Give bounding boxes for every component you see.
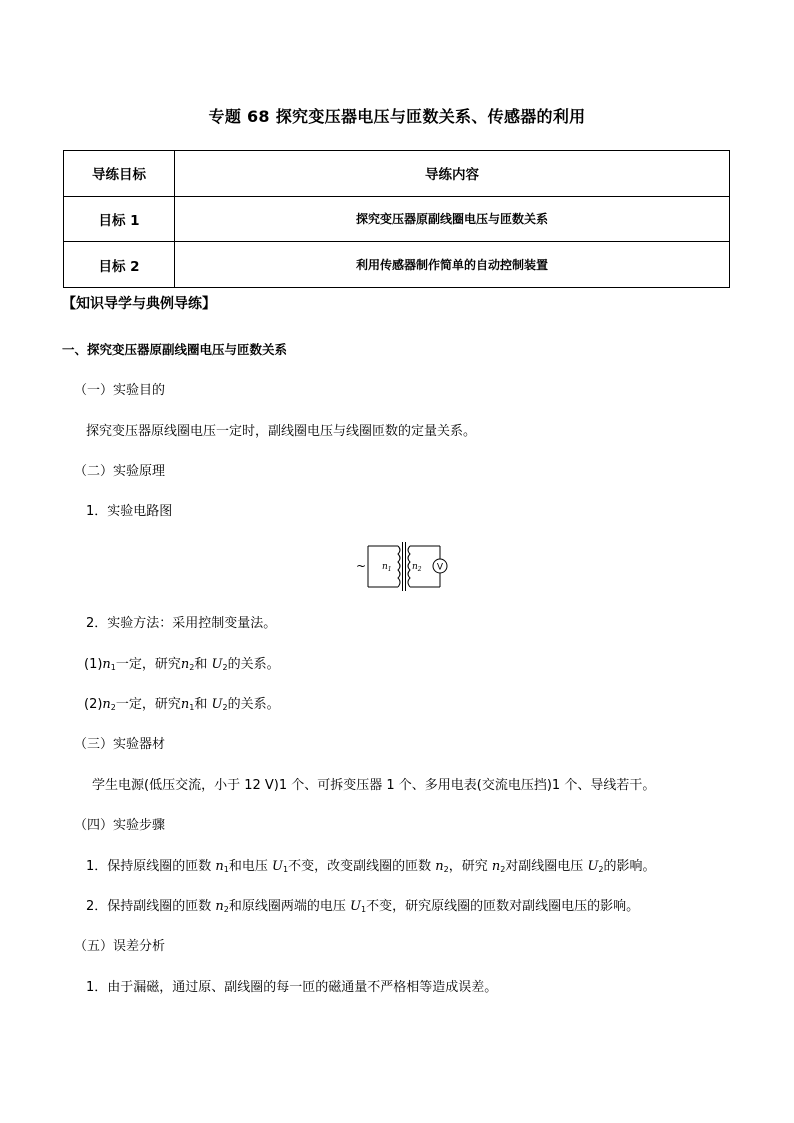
subsection-heading-steps: （四）实验步骤 xyxy=(74,818,166,833)
table-header-cell: 导练内容 xyxy=(175,151,730,197)
transformer-circuit-diagram xyxy=(352,538,452,594)
principle-item-1: 1．实验电路图 xyxy=(86,504,173,519)
table-cell: 利用传感器制作简单的自动控制装置 xyxy=(175,242,730,288)
ac-source-symbol: ~ xyxy=(356,559,367,573)
section-heading-main: 【知识导学与典例导练】 xyxy=(62,296,216,312)
step-1: 1．保持原线圈的匝数 $n_1$和电压 $U_1$不变，改变副线圈的匝数 $n_2$，研究 $n_2$对副线圈电压 $U_2$的影响。 xyxy=(86,859,656,874)
principle-item-2-2: $(2)n_2$一定，研究$n_1$和 $U_2$的关系。 xyxy=(84,697,280,712)
equipment-text: 学生电源(低压交流，小于 12 V)1 个、可拆变压器 1 个、多用电表(交流电压挡)1 个、导线若干。 xyxy=(92,778,656,793)
table-row xyxy=(64,242,730,288)
step-2: 2．保持副线圈的匝数 $n_2$和原线圈两端的电压 $U_1$不变，研究原线圈的匝数对副线圈电压的影响。 xyxy=(86,899,640,914)
error-item-1: 1．由于漏磁，通过原、副线圈的每一匝的磁通量不严格相等造成误差。 xyxy=(86,980,498,995)
table-cell: 目标 2 xyxy=(64,242,175,288)
table-header-row xyxy=(64,151,730,197)
goals-table xyxy=(63,150,730,288)
table-header-cell: 导练目标 xyxy=(64,151,175,197)
section-heading-one: 一、探究变压器原副线圈电压与匝数关系 xyxy=(62,342,288,357)
subsection-heading-purpose: （一）实验目的 xyxy=(74,383,166,398)
table-row xyxy=(64,196,730,242)
n2-label: $n_2$ xyxy=(412,562,422,573)
primary-coil xyxy=(398,546,400,587)
subsection-heading-error: （五）误差分析 xyxy=(74,939,166,954)
principle-item-2: 2．实验方法：采用控制变量法。 xyxy=(86,616,277,631)
voltmeter-label: V xyxy=(436,562,444,573)
purpose-text: 探究变压器原线圈电压一定时，副线圈电压与线圈匝数的定量关系。 xyxy=(86,424,477,439)
page-title: 专题 68 探究变压器电压与匝数关系、传感器的利用 xyxy=(208,107,586,126)
secondary-coil xyxy=(408,546,410,587)
principle-item-2-1: $(1)n_1$一定，研究$n_2$和 $U_2$的关系。 xyxy=(84,657,280,672)
subsection-heading-principle: （二）实验原理 xyxy=(74,464,166,479)
table-cell: 目标 1 xyxy=(64,196,175,242)
table-cell: 探究变压器原副线圈电压与匝数关系 xyxy=(175,196,730,242)
n1-label: $n_1$ xyxy=(382,562,392,573)
subsection-heading-equipment: （三）实验器材 xyxy=(74,737,166,752)
